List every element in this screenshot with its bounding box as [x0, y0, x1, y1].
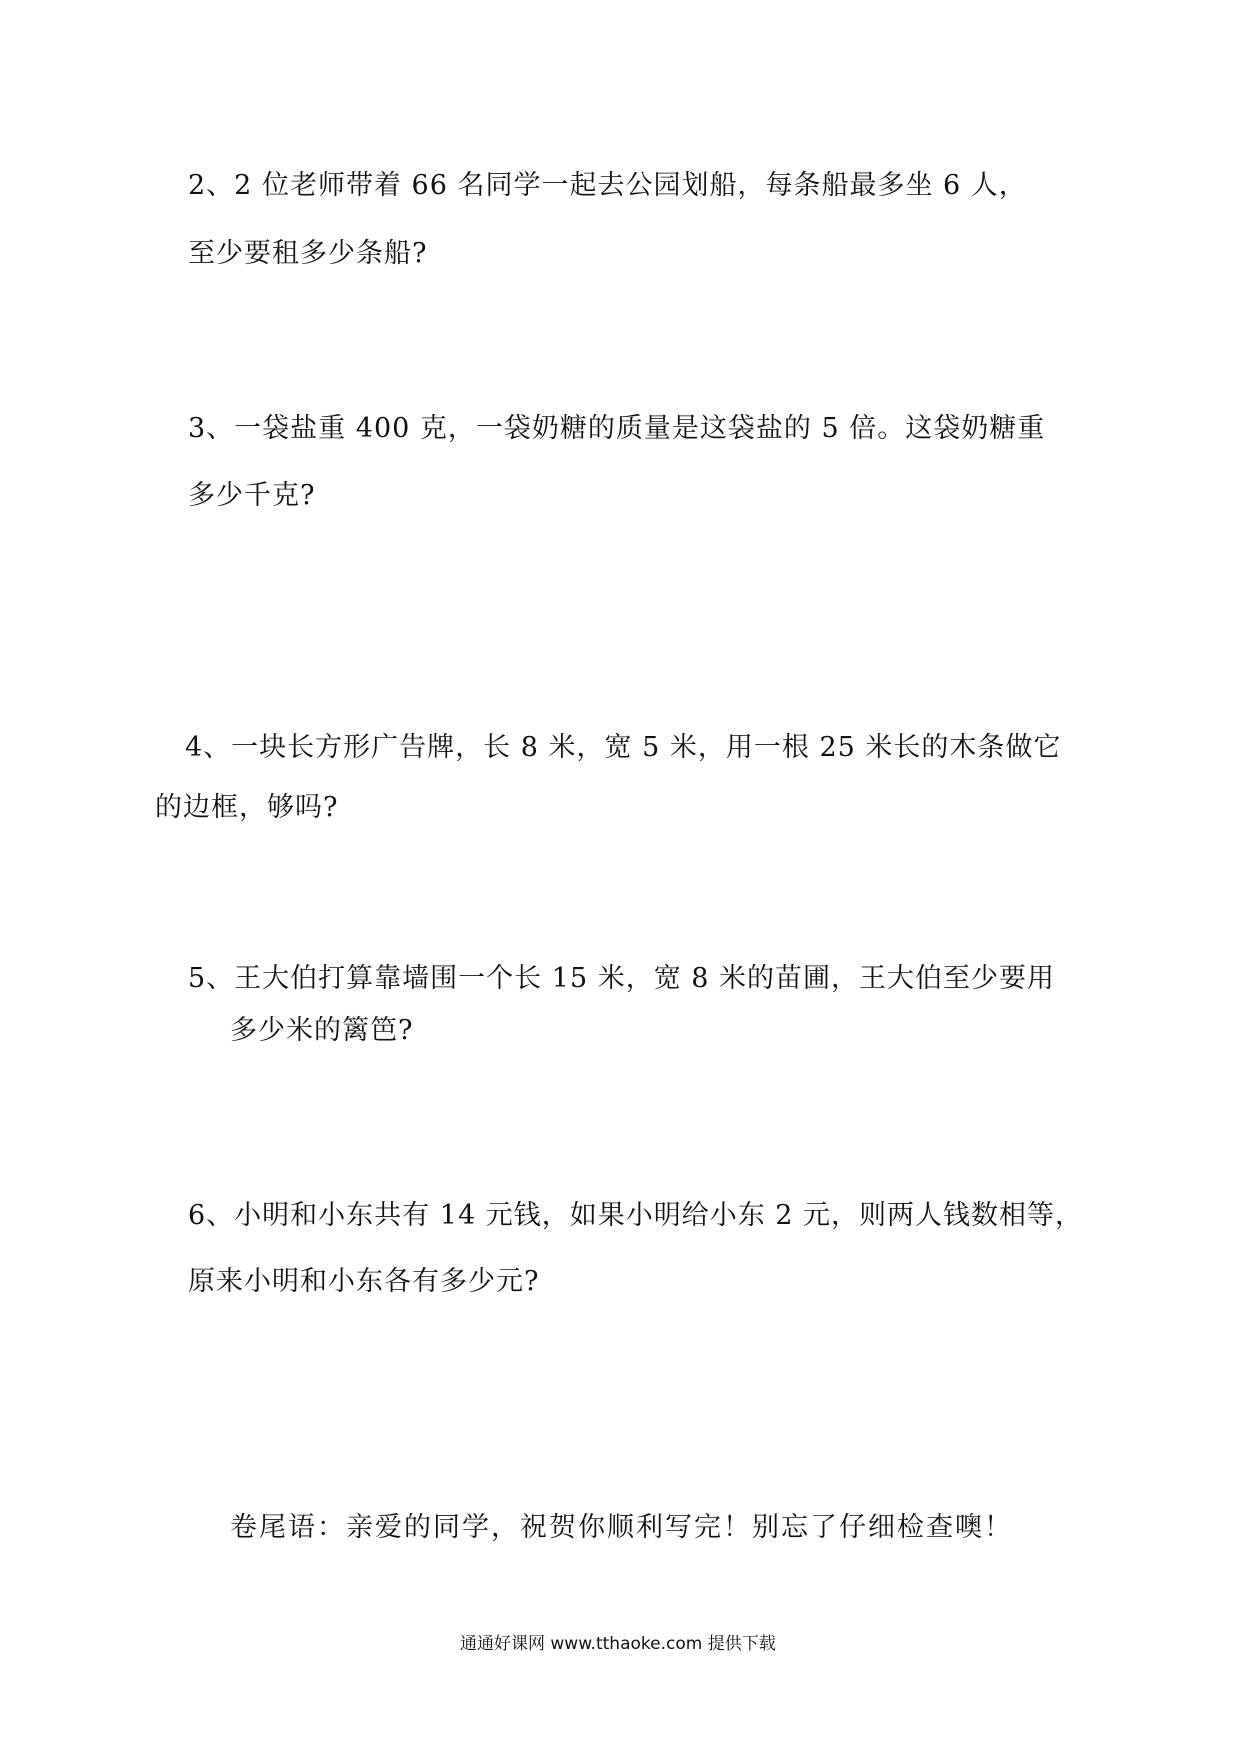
- question-4-line-2: 的边框，够吗?: [155, 792, 339, 823]
- question-4-line-1: 4、一块长方形广告牌，长 8 米，宽 5 米，用一根 25 米长的木条做它: [185, 732, 1062, 763]
- question-3-line-2: 多少千克?: [188, 480, 316, 511]
- question-6-line-1: 6、小明和小东共有 14 元钱，如果小明给小东 2 元，则两人钱数相等，: [188, 1200, 1084, 1231]
- question-2-line-2: 至少要租多少条船?: [188, 238, 428, 269]
- question-5-line-2: 多少米的篱笆?: [230, 1015, 414, 1046]
- footer-download-note: 通通好课网 www.tthaoke.com 提供下载: [460, 1634, 776, 1654]
- question-3-line-1: 3、一袋盐重 400 克，一袋奶糖的质量是这袋盐的 5 倍。这袋奶糖重: [188, 413, 1046, 444]
- question-2-line-1: 2、2 位老师带着 66 名同学一起去公园划船，每条船最多坐 6 人，: [188, 170, 1027, 201]
- question-5-line-1: 5、王大伯打算靠墙围一个长 15 米，宽 8 米的苗圃，王大伯至少要用: [188, 963, 1056, 994]
- question-6-line-2: 原来小明和小东各有多少元?: [188, 1266, 540, 1297]
- closing-remark: 卷尾语：亲爱的同学，祝贺你顺利写完！别忘了仔细检查噢！: [230, 1512, 1013, 1543]
